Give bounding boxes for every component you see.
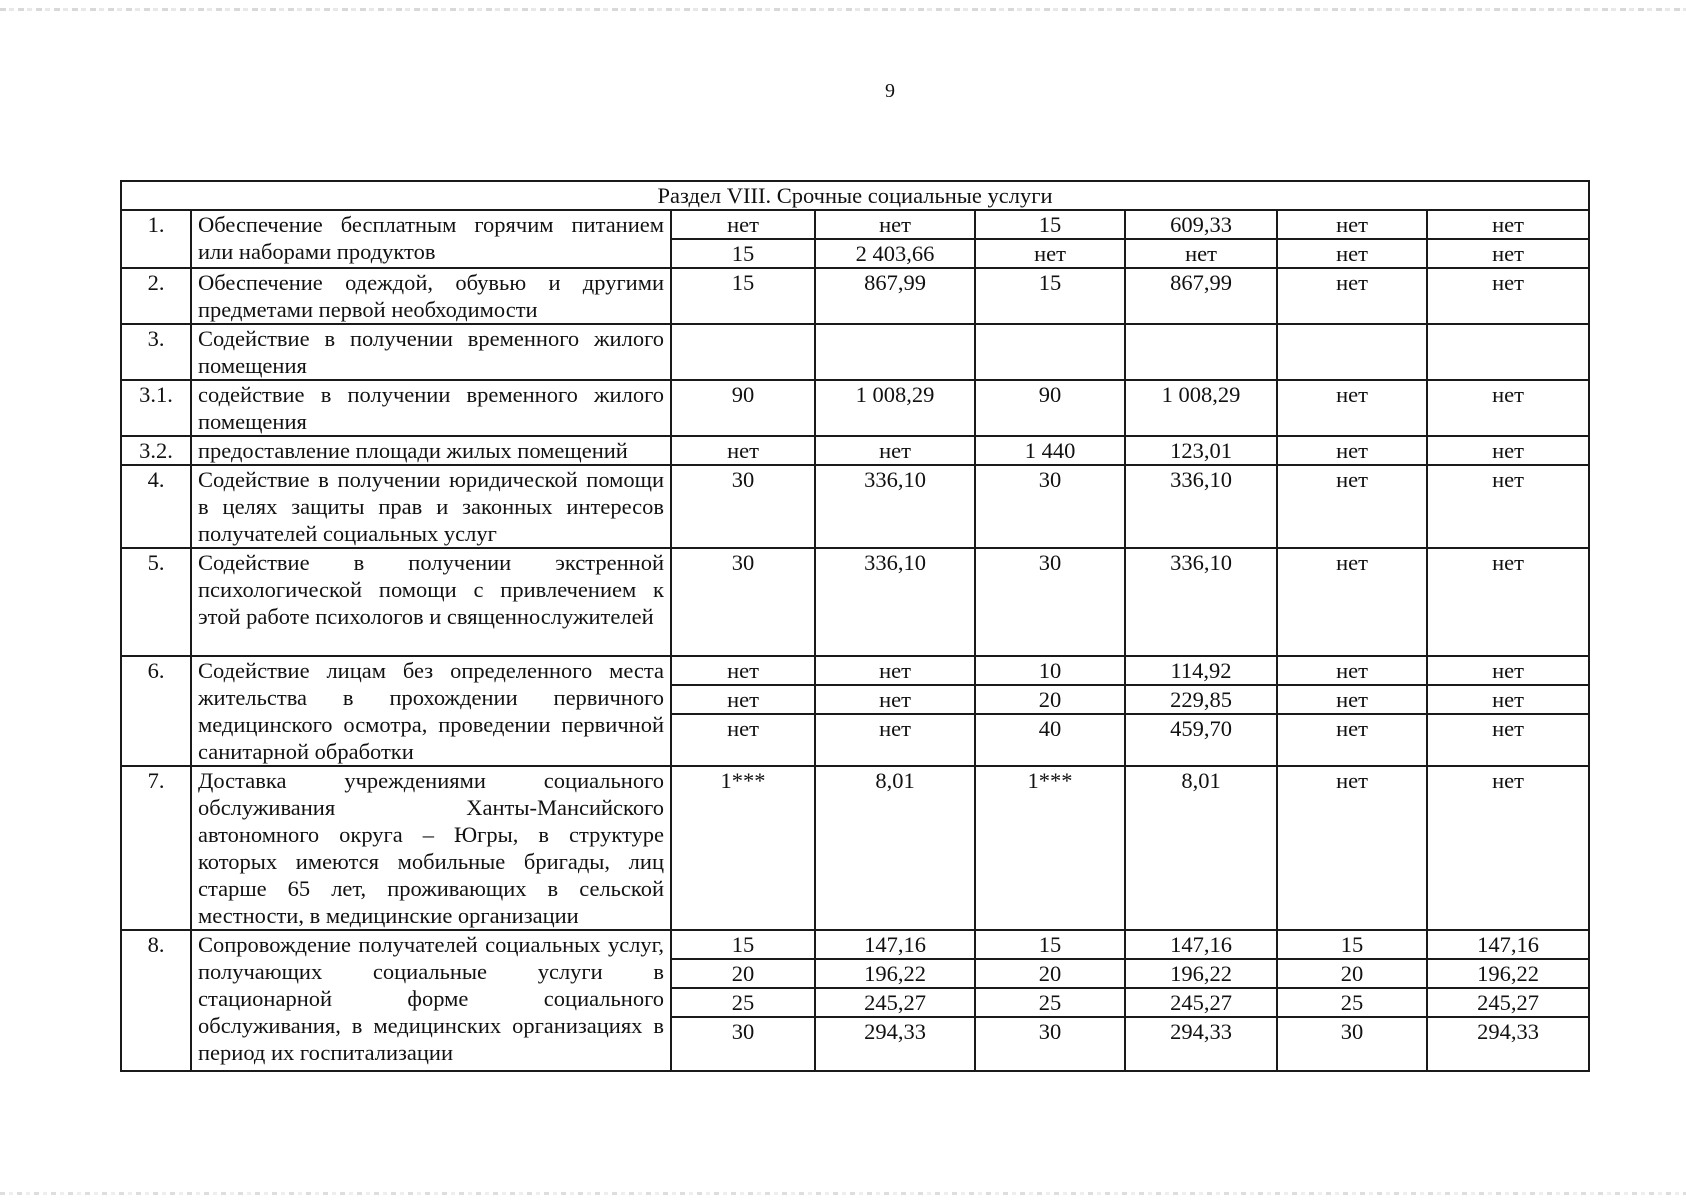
value-cell: нет — [1427, 656, 1589, 685]
value-cell: 294,33 — [815, 1017, 975, 1071]
value-cell: 1 008,29 — [815, 380, 975, 436]
table-row — [121, 436, 1589, 465]
value-cell: 10 — [975, 656, 1125, 685]
value-cell: 245,27 — [1125, 988, 1277, 1017]
value-cell: нет — [1427, 268, 1589, 324]
value-cell: нет — [1277, 656, 1427, 685]
value-cell: нет — [1427, 766, 1589, 930]
value-cell: нет — [1277, 548, 1427, 656]
value-cell: нет — [815, 685, 975, 714]
value-cell: нет — [1277, 210, 1427, 239]
value-cell: 867,99 — [1125, 268, 1277, 324]
value-cell: 15 — [1277, 930, 1427, 959]
value-cell: нет — [671, 714, 815, 766]
row-number: 3.2. — [121, 436, 191, 465]
service-name: Содействие в получении временного жилого помещения — [191, 324, 671, 380]
value-cell — [815, 324, 975, 380]
service-name: Содействие в получении юридической помощи в целях защиты прав и законных интересов получателей социальных услуг — [191, 465, 671, 548]
value-cell: нет — [1427, 548, 1589, 656]
value-cell: 196,22 — [1427, 959, 1589, 988]
value-cell: нет — [1277, 685, 1427, 714]
table-row — [121, 380, 1589, 436]
value-cell: 20 — [975, 685, 1125, 714]
value-cell — [671, 324, 815, 380]
value-cell — [1427, 324, 1589, 380]
value-cell: 8,01 — [1125, 766, 1277, 930]
value-cell: нет — [671, 210, 815, 239]
row-number: 3.1. — [121, 380, 191, 436]
service-name: Доставка учреждениями социального обслуживания Ханты-Мансийского автономного округа – Югры, в структуре которых имеются мобильные бригады, лиц старше 65 лет, проживающих в сельской местности, в медицинские организации — [191, 766, 671, 930]
value-cell: нет — [815, 210, 975, 239]
scan-edge-top — [0, 8, 1686, 11]
value-cell: 294,33 — [1427, 1017, 1589, 1071]
value-cell: нет — [1427, 380, 1589, 436]
value-cell: 90 — [975, 380, 1125, 436]
value-cell: 196,22 — [1125, 959, 1277, 988]
value-cell: нет — [671, 685, 815, 714]
value-cell: 15 — [671, 268, 815, 324]
page-number: 9 — [885, 80, 895, 102]
table-row — [121, 766, 1589, 930]
row-number: 7. — [121, 766, 191, 930]
value-cell: нет — [815, 656, 975, 685]
service-name: Сопровождение получателей социальных услуг, получающих социальные услуги в стационарной форме социального обслуживания, в медицинских организациях в период их госпитализации — [191, 930, 671, 1071]
value-cell: 1 008,29 — [1125, 380, 1277, 436]
value-cell: 2 403,66 — [815, 239, 975, 268]
value-cell: 245,27 — [1427, 988, 1589, 1017]
value-cell: нет — [1427, 714, 1589, 766]
value-cell: 20 — [975, 959, 1125, 988]
value-cell: 25 — [671, 988, 815, 1017]
value-cell: 147,16 — [1125, 930, 1277, 959]
table-row — [121, 656, 1589, 685]
value-cell: нет — [815, 436, 975, 465]
value-cell: 123,01 — [1125, 436, 1277, 465]
value-cell: 30 — [975, 1017, 1125, 1071]
value-cell: 90 — [671, 380, 815, 436]
value-cell — [1277, 324, 1427, 380]
service-name: содействие в получении временного жилого помещения — [191, 380, 671, 436]
value-cell: 196,22 — [815, 959, 975, 988]
value-cell: 609,33 — [1125, 210, 1277, 239]
value-cell: 15 — [671, 930, 815, 959]
value-cell: нет — [1427, 685, 1589, 714]
value-cell: 336,10 — [815, 548, 975, 656]
value-cell: 147,16 — [815, 930, 975, 959]
scan-edge-bottom — [0, 1192, 1686, 1195]
section-title: Раздел VIII. Срочные социальные услуги — [121, 181, 1589, 210]
value-cell: нет — [671, 656, 815, 685]
value-cell: нет — [1277, 436, 1427, 465]
table-row — [121, 324, 1589, 380]
table-row — [121, 548, 1589, 656]
value-cell: нет — [1277, 380, 1427, 436]
value-cell: нет — [1427, 436, 1589, 465]
value-cell: нет — [975, 239, 1125, 268]
value-cell: нет — [1277, 239, 1427, 268]
services-table — [120, 180, 1590, 1072]
value-cell: 30 — [671, 465, 815, 548]
value-cell: 25 — [1277, 988, 1427, 1017]
table-row — [121, 465, 1589, 548]
value-cell: 294,33 — [1125, 1017, 1277, 1071]
value-cell: нет — [1125, 239, 1277, 268]
value-cell: 30 — [1277, 1017, 1427, 1071]
value-cell: 15 — [975, 210, 1125, 239]
table-row — [121, 930, 1589, 959]
service-name: предоставление площади жилых помещений — [191, 436, 671, 465]
value-cell: 1*** — [671, 766, 815, 930]
value-cell: нет — [1277, 268, 1427, 324]
value-cell: 15 — [975, 930, 1125, 959]
value-cell: 1*** — [975, 766, 1125, 930]
value-cell: нет — [1427, 465, 1589, 548]
value-cell: 336,10 — [1125, 548, 1277, 656]
service-name: Обеспечение бесплатным горячим питанием или наборами продуктов — [191, 210, 671, 268]
row-number: 1. — [121, 210, 191, 268]
row-number: 3. — [121, 324, 191, 380]
value-cell: 25 — [975, 988, 1125, 1017]
table-row — [121, 268, 1589, 324]
value-cell: 229,85 — [1125, 685, 1277, 714]
value-cell: 114,92 — [1125, 656, 1277, 685]
section-header-row — [121, 181, 1589, 210]
row-number: 8. — [121, 930, 191, 1071]
value-cell: 336,10 — [815, 465, 975, 548]
value-cell — [975, 324, 1125, 380]
value-cell: 867,99 — [815, 268, 975, 324]
service-name: Содействие лицам без определенного места жительства в прохождении первичного медицинского осмотра, проведении первичной санитарной обработки — [191, 656, 671, 766]
value-cell: 30 — [975, 465, 1125, 548]
value-cell: 40 — [975, 714, 1125, 766]
value-cell: нет — [1427, 210, 1589, 239]
value-cell: 30 — [975, 548, 1125, 656]
value-cell: 147,16 — [1427, 930, 1589, 959]
service-name: Обеспечение одеждой, обувью и другими предметами первой необходимости — [191, 268, 671, 324]
value-cell: 30 — [671, 548, 815, 656]
value-cell: 15 — [671, 239, 815, 268]
value-cell: 8,01 — [815, 766, 975, 930]
row-number: 5. — [121, 548, 191, 656]
value-cell — [1125, 324, 1277, 380]
row-number: 2. — [121, 268, 191, 324]
row-number: 6. — [121, 656, 191, 766]
row-number: 4. — [121, 465, 191, 548]
service-name: Содействие в получении экстренной психологической помощи с привлечением к этой работе психологов и священнослужителей — [191, 548, 671, 656]
value-cell: 15 — [975, 268, 1125, 324]
value-cell: 245,27 — [815, 988, 975, 1017]
value-cell: 1 440 — [975, 436, 1125, 465]
value-cell: нет — [1277, 465, 1427, 548]
value-cell: нет — [671, 436, 815, 465]
value-cell: нет — [1277, 714, 1427, 766]
value-cell: нет — [1277, 766, 1427, 930]
value-cell: 336,10 — [1125, 465, 1277, 548]
value-cell: 20 — [671, 959, 815, 988]
value-cell: 459,70 — [1125, 714, 1277, 766]
value-cell: нет — [815, 714, 975, 766]
table-row — [121, 210, 1589, 239]
value-cell: нет — [1427, 239, 1589, 268]
value-cell: 20 — [1277, 959, 1427, 988]
value-cell: 30 — [671, 1017, 815, 1071]
